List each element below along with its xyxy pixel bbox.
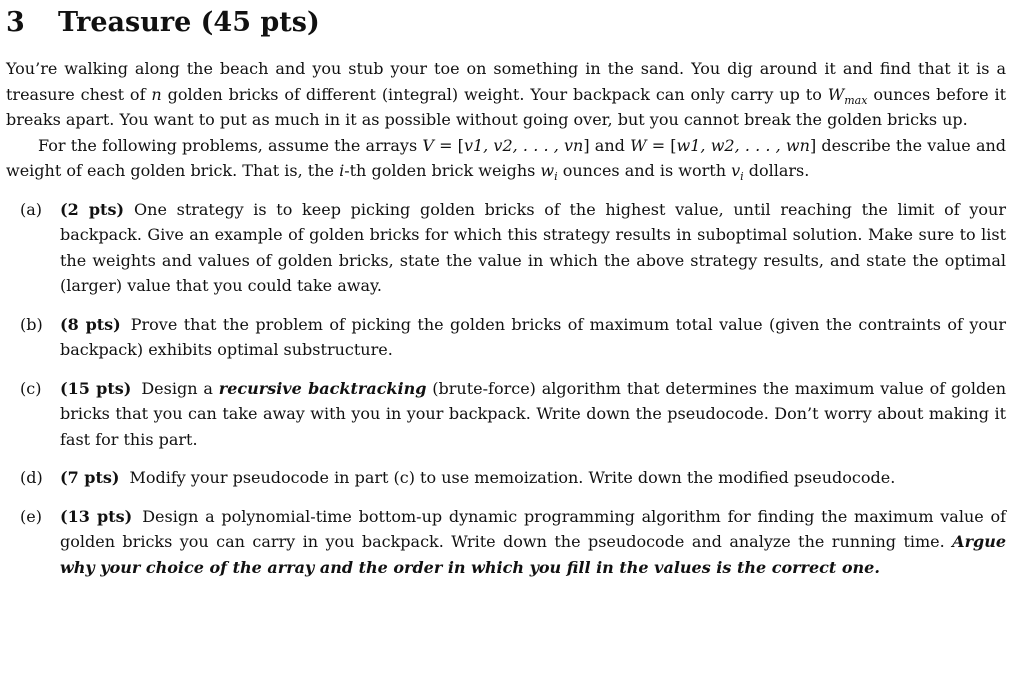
question-label: (c) [20, 378, 42, 398]
points-label: (8 pts) [60, 314, 121, 334]
math-vi: $v_i$ [731, 161, 744, 184]
question-body: (15 pts) Design a recursive backtracking (brute-force) algorithm that determines the maximum value of golden bricks that you can take away with you in your backpack. Write down the pseudocode. Don’t worry about making it fast for this part. [60, 378, 1007, 449]
section-heading [6, 0, 1006, 56]
points-label: (2 pts) [60, 199, 125, 219]
question-c [6, 376, 1006, 453]
math-w-list: w1, w2, . . . , wn [676, 135, 810, 155]
math-V: V [422, 135, 434, 155]
question-text: Design a polynomial-time bottom-up dynamic programming algorithm for finding the maximum value of golden bricks you can carry in you backpack. Write down the pseudocode and analyze the running time. [60, 506, 1007, 551]
question-b [6, 312, 1006, 363]
math-i: i [339, 161, 345, 180]
intro-paragraph-1 [6, 56, 1006, 133]
question-body [60, 504, 1006, 581]
question-text: One strategy is to keep picking golden bricks of the highest value, until reaching the limit of your backpack. Give an example of golden bricks for which this strategy results in suboptimal solution. Make sure to list the weights and values of golden bricks, state the value in which the above strategy results, and state the optimal (larger) value that you could take away. [60, 199, 1006, 295]
points-label: (15 pts) [60, 378, 132, 398]
math-W: W [630, 135, 647, 155]
question-list [6, 197, 1006, 581]
question-a [6, 197, 1006, 299]
question-text: Modify your pseudocode in part (c) to use memoization. Write down the modified pseudocode. [129, 468, 896, 487]
math-wmax: $W_{max}$ [827, 84, 868, 107]
section-number: 3 [6, 7, 25, 38]
question-text: Prove that the problem of picking the golden bricks of maximum total value (given the contraints of your backpack) exhibits optimal substructure. [60, 314, 1006, 359]
question-body [60, 312, 1006, 363]
question-label: (e) [20, 506, 42, 526]
math-v-list: v1, v2, . . . , vn [463, 135, 584, 155]
question-label: (d) [20, 468, 43, 487]
intro-text: You’re walking along the beach and you stub your toe on something in the sand. You dig around it and find that it is a treasure chest of [6, 59, 1006, 104]
emphasis-text: recursive backtracking [218, 378, 427, 398]
intro-paragraph-2: For the following problems, assume the arrays V = [v1, v2, . . . , vn] and W = [w1, w2, . . . , wn] describe the value and weight of each golden brick. That is, the i-th golden brick weighs $w_i$ ounces and is worth $v_i$ dollars. [6, 135, 1007, 184]
math-wi: $w_i$ [540, 161, 558, 184]
intro-text: golden bricks of different (integral) weight. Your backpack can only carry up to [161, 84, 828, 104]
question-label: (a) [20, 199, 43, 219]
math-n: n [151, 84, 162, 104]
intro-text: ounces before it breaks apart. You want to put as much in it as possible without going over, but you cannot break the golden bricks up. [6, 84, 1007, 129]
section-title: Treasure (45 pts) [58, 7, 320, 38]
points-label: (13 pts) [60, 506, 133, 526]
question-label: (b) [20, 314, 43, 334]
question-body [60, 465, 1006, 491]
question-d [6, 465, 1006, 491]
emphasis-text: Argue why your choice of the array and the order in which you fill in the values is the correct one. [60, 532, 1006, 577]
points-label: (7 pts) [60, 468, 120, 487]
question-body [60, 197, 1006, 299]
question-e [6, 504, 1006, 581]
